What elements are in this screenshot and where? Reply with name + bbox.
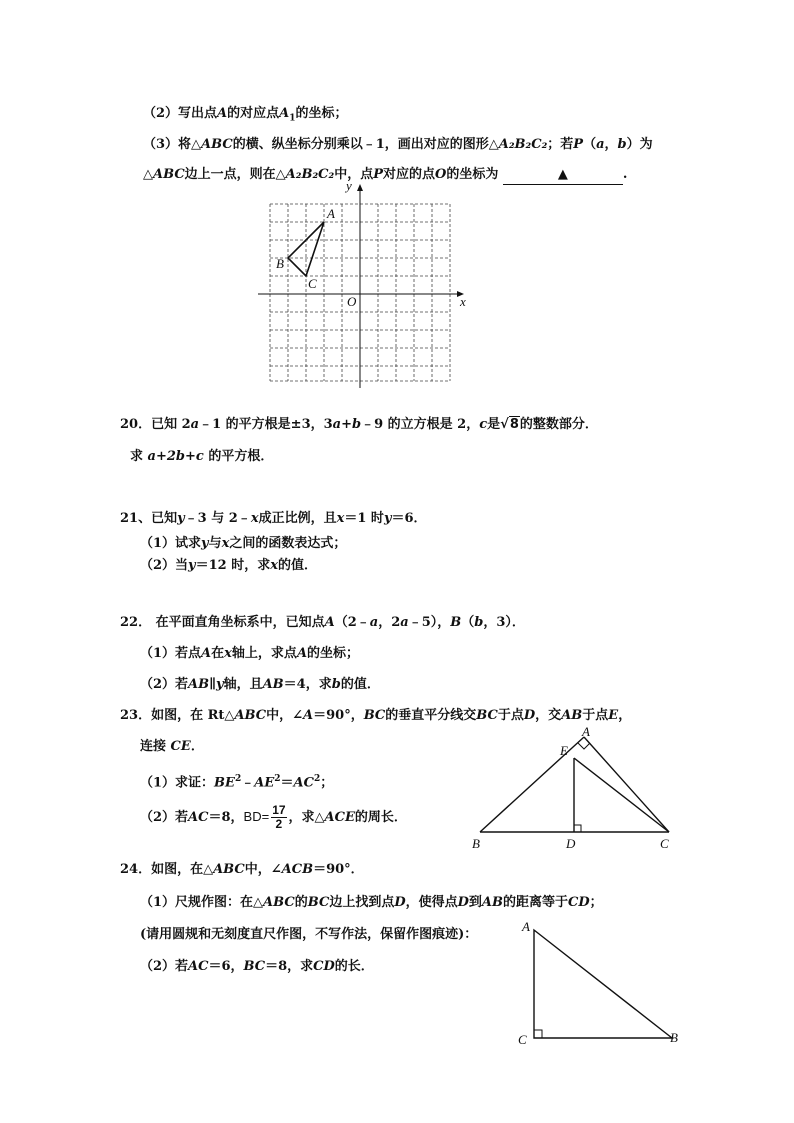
q24-triangle-figure bbox=[512, 914, 692, 1049]
label-E: E bbox=[560, 743, 568, 758]
coordinate-grid-figure bbox=[250, 178, 480, 388]
q23-part2: （2）若AC＝8，BD= $\frac{17}{2}$ ，求△ACE的周长． bbox=[140, 803, 407, 831]
q24-part2: （2）若AC＝6，BC＝8，求CD的长． bbox=[140, 959, 374, 974]
q23-part1: （1）求证：$BE^2﹣AE^2=AC^2$； bbox=[140, 774, 334, 791]
label-C: C bbox=[308, 276, 317, 291]
sqrt-8: √8 bbox=[500, 417, 519, 432]
q19-part3-line1: （3）将△ABC的横、纵坐标分别乘以﹣1，画出对应的图形△A₂B₂C₂；若P（a，b）为 bbox=[143, 137, 653, 152]
q23-line1: 23．如图，在 Rt△ABC中，∠A＝90°，BC的垂直平分线交BC于点D，交AB于点E， bbox=[120, 708, 632, 723]
q23-triangle-figure bbox=[466, 725, 686, 855]
triangle-abc bbox=[534, 930, 672, 1038]
q21-part1: （1）试求y与x之间的函数表达式； bbox=[140, 536, 347, 551]
q19-part3-line2: △ABC边上一点，则在△A₂B₂C₂中，点P对应的点O的坐标为 ▲ . bbox=[143, 166, 627, 185]
q22-part1: （1）若点A在x轴上，求点A的坐标； bbox=[140, 646, 360, 661]
q21-part2: （2）当y＝12 时，求x的值． bbox=[140, 558, 318, 573]
label-A: A bbox=[327, 206, 335, 221]
q24-line1: 24．如图，在△ABC中，∠ACB＝90°． bbox=[120, 862, 364, 877]
label-D: D bbox=[566, 836, 576, 851]
answer-blank[interactable] bbox=[503, 166, 623, 185]
fraction-17-2: $\frac{17}{2}$ bbox=[272, 803, 286, 831]
q23-line2: 连接 CE． bbox=[140, 739, 204, 754]
right-angle-C bbox=[534, 1030, 542, 1038]
label-B: B bbox=[276, 256, 284, 271]
right-angle-D bbox=[574, 825, 581, 832]
right-angle-A bbox=[578, 743, 590, 749]
q22-part2: （2）若AB∥y轴，且AB＝4，求b的值． bbox=[140, 677, 380, 692]
label-A: A bbox=[582, 725, 590, 739]
label-y: y bbox=[346, 178, 352, 193]
q20-line2: 求 a+2b+c 的平方根． bbox=[130, 449, 274, 464]
q19-part2: （2）写出点A的对应点$A_1$的坐标； bbox=[143, 106, 348, 124]
label-B: B bbox=[670, 1030, 678, 1045]
q22-line1: 22． 在平面直角坐标系中，已知点A（2﹣a，2a﹣5），B（b，3）． bbox=[120, 615, 525, 630]
label-B: B bbox=[472, 836, 480, 851]
y-axis-arrow-icon bbox=[357, 184, 363, 191]
label-C: C bbox=[660, 836, 669, 851]
label-C: C bbox=[518, 1032, 527, 1047]
q24-part1: （1）尺规作图：在△ABC的BC边上找到点D，使得点D到AB的距离等于CD； bbox=[140, 895, 603, 910]
q20-line1: 20．已知 2a﹣1 的平方根是±3，3a+b﹣9 的立方根是 2，c是√8的整数部分． bbox=[120, 417, 598, 432]
label-x: x bbox=[460, 294, 466, 309]
q21-line1: 21、已知y﹣3 与 2﹣x成正比例，且x＝1 时y＝6． bbox=[120, 511, 427, 526]
triangle-mark-icon: ▲ bbox=[557, 167, 568, 182]
label-A: A bbox=[522, 919, 530, 934]
q24-note: (请用圆规和无刻度直尺作图，不写作法，保留作图痕迹)： bbox=[140, 927, 478, 942]
label-O: O bbox=[347, 294, 357, 309]
